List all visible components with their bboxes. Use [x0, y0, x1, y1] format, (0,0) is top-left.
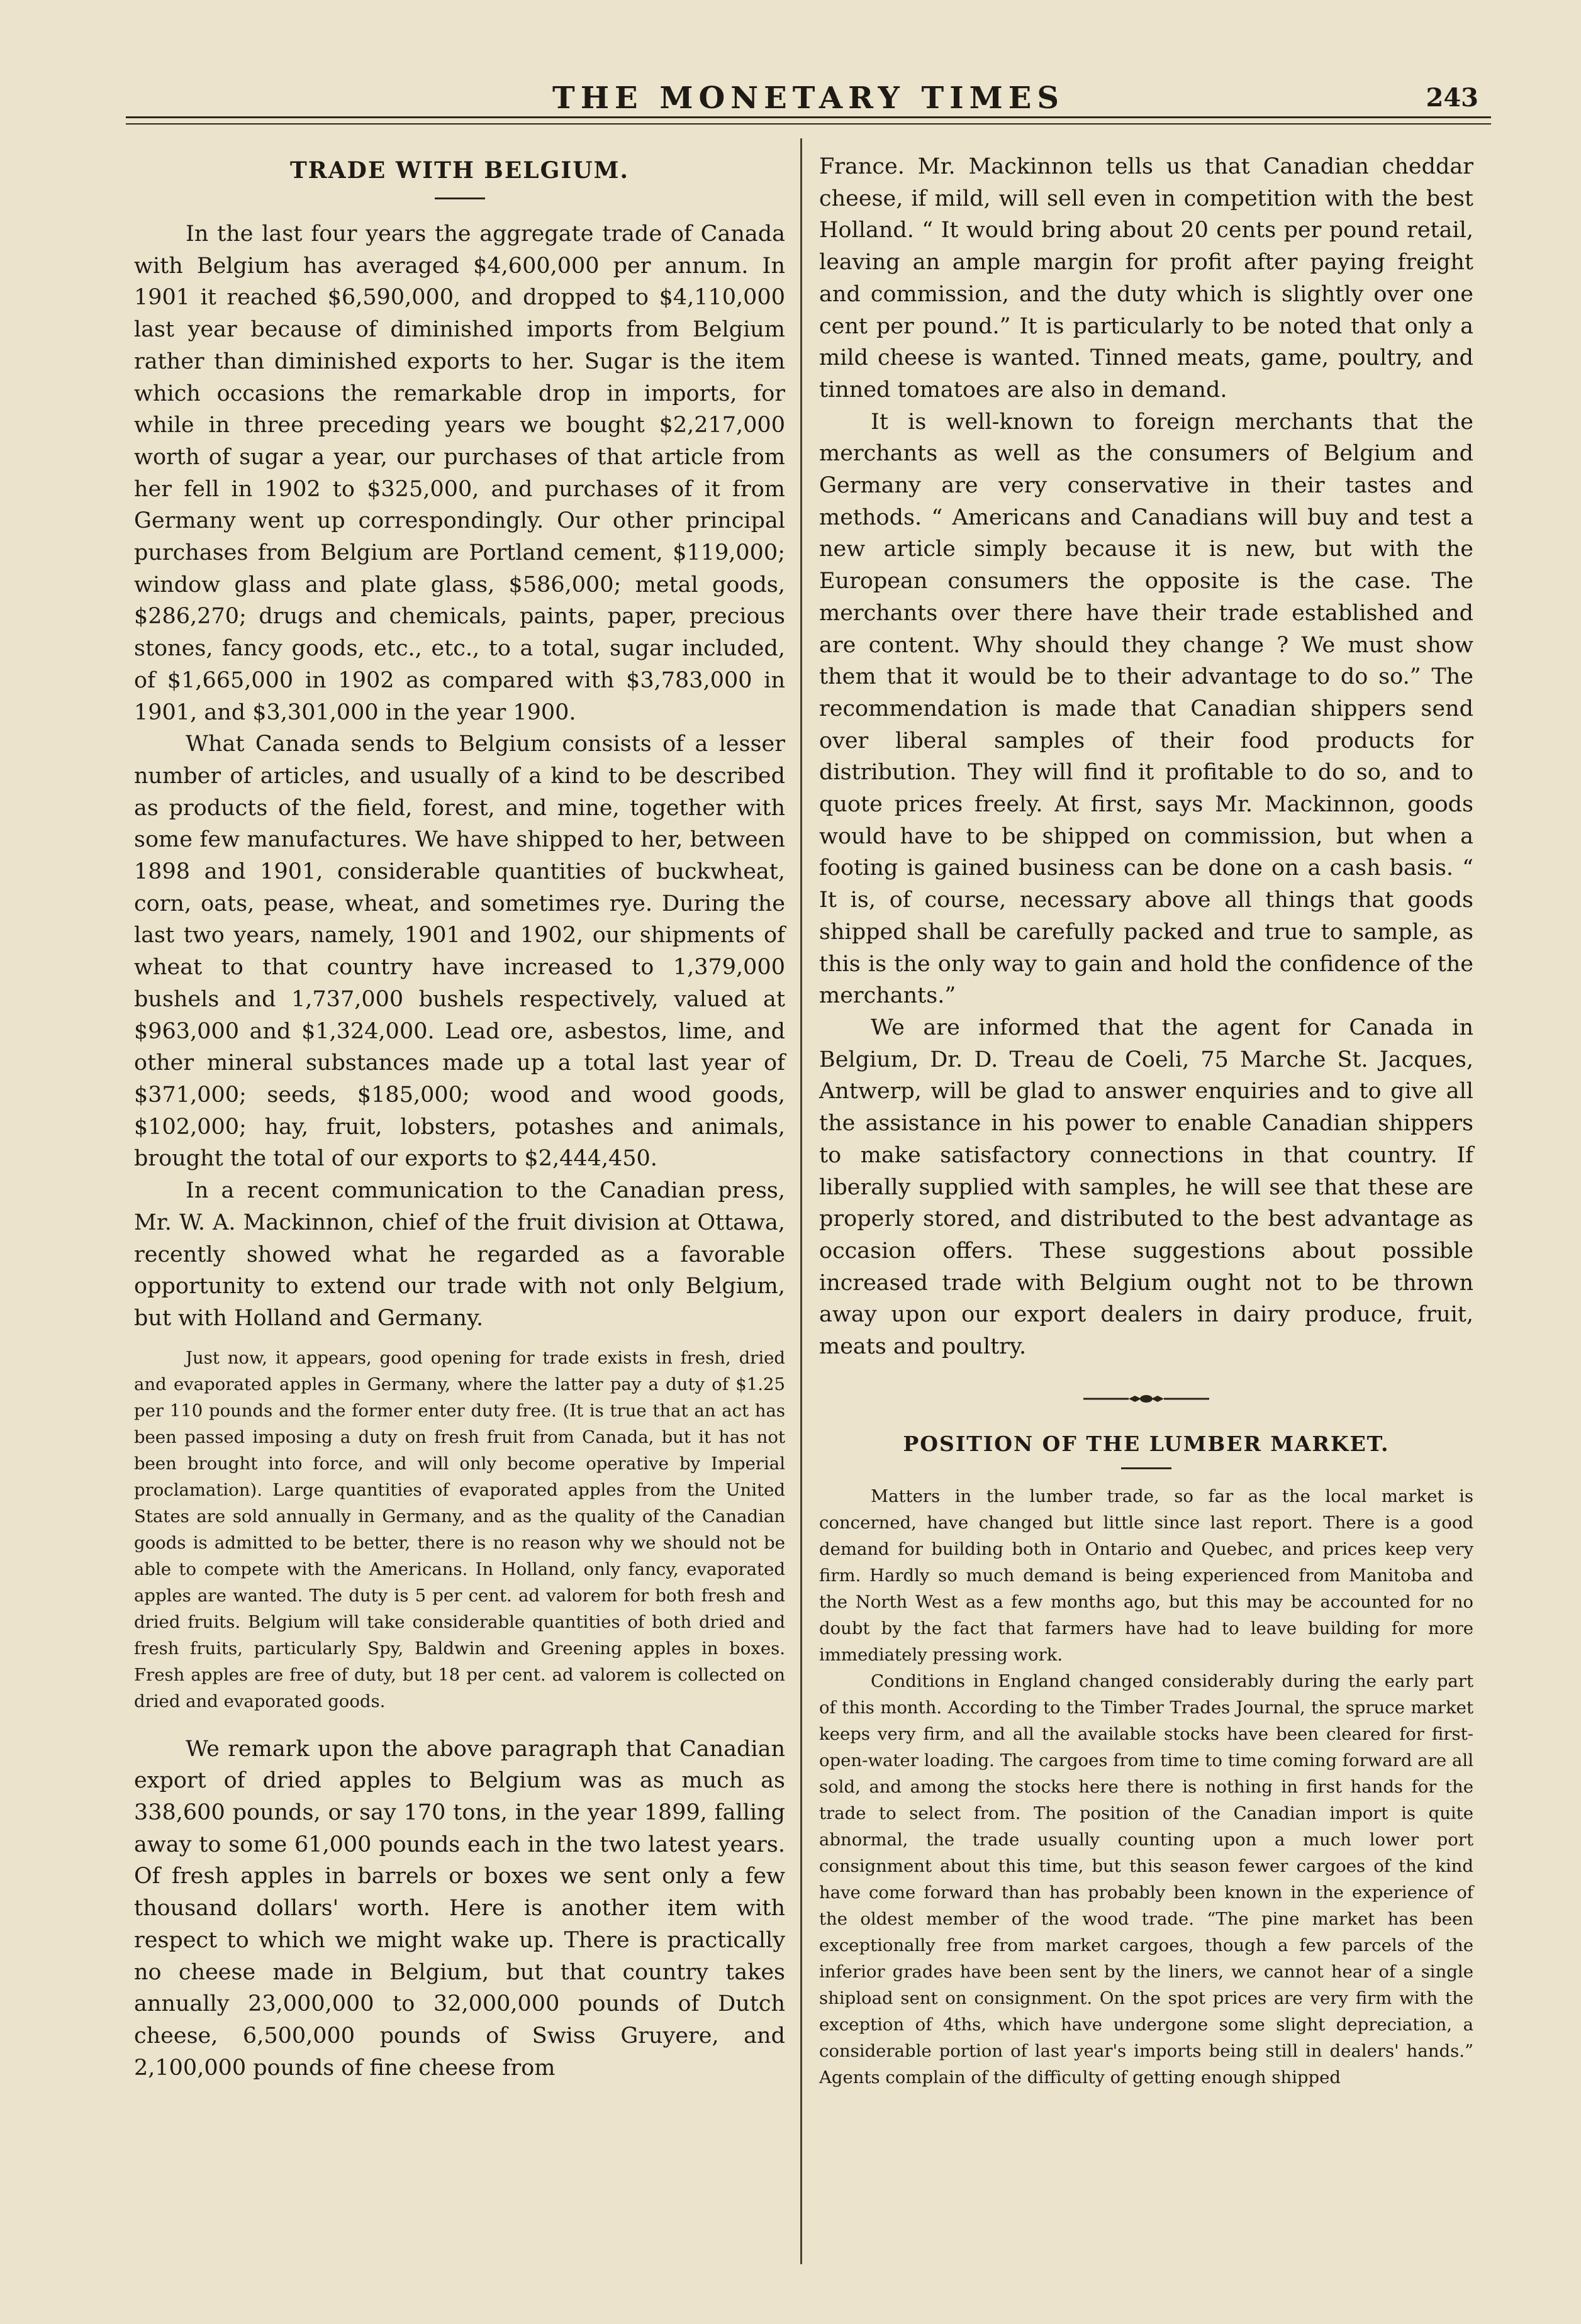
right-column: [819, 151, 1473, 2091]
quote-text: Just now, it appears, good opening for trade exists in fresh, dried and evaporated apples in Germany, where the latter pay a duty of $1.25 per 110 pounds and the former enter duty free. (It is true that an act has been passed imposing a duty on fresh fruit from Canada, but it has not been brought into force, and will only become operative by Imperial proclamation). Large quantities of evaporated apples from the United States are sold annually in Germany, and as the quality of the Canadian goods is admitted to be better, there is no reason why we should not be able to compete with the Americans. In Holland, only fancy, evaporated apples are wanted. The duty is 5 per cent. ad valorem for both fresh and dried fruits. Belgium will take considerable quantities of both dried and fresh fruits, particularly Spy, Baldwin and Greening apples in boxes. Fresh apples are free of duty, but 18 per cent. ad valorem is collected on dried and evaporated goods.: [134, 1347, 785, 1711]
paragraph: It is well-known to foreign merchants that the merchants as well as the consumers of Belgium and Germany are very conservative in their tastes and methods. “ Americans and Canadians will buy and test a new article simply because it is new, but with the European consumers the opposite is the case. The merchants over there have their trade established and are content. Why should they change ? We must show them that it would be to their advantage to do so.” The recommendation is made that Canadian shippers send over liberal samples of their food products for distribution. They will find it profitable to do so, and to quote prices freely. At first, says Mr. Mackinnon, goods would have to be shipped on commission, but when a footing is gained business can be done on a cash basis. “ It is, of course, necessary above all things that goods shipped shall be carefully packed and true to sample, as this is the only way to gain and hold the confidence of the merchants.”: [819, 409, 1473, 1009]
column-divider: [800, 138, 802, 2264]
masthead: [126, 81, 1491, 118]
heading-rule: [1121, 1467, 1171, 1469]
paragraph: Conditions in England changed considerably during the early part of this month. According to the Timber Trades Journal, the spruce market keeps very firm, and all the available stocks have been cleared for first-open-water loading. The cargoes from time to time coming forward are all sold, and among the stocks here there is nothing in first hands for the trade to select from. The position of the Canadian import is quite abnormal, the trade usually counting upon a much lower port consignment about this time, but this season fewer cargoes of the kind have come forward than has probably been known in the experience of the oldest member of the wood trade. “The pine market has been exceptionally free from market cargoes, though a few parcels of the inferior grades have been sent by the liners, we cannot hear of a single shipload sent on consignment. On the spot prices are very firm with the exception of 4ths, which have undergone some slight depreciation, a considerable portion of last year's imports being still in dealers' hands.” Agents complain of the difficulty of getting enough shipped: [819, 1671, 1473, 2088]
paragraph: What Canada sends to Belgium consists of a lesser number of articles, and usually of a kind to be described as products of the field, forest, and mine, together with some few manufactures. We have shipped to her, between 1898 and 1901, considerable quantities of buckwheat, corn, oats, pease, wheat, and sometimes rye. During the last two years, namely, 1901 and 1902, our shipments of wheat to that country have increased to 1,379,000 bushels and 1,737,000 bushels respectively, valued at $963,000 and $1,324,000. Lead ore, asbestos, lime, and other mineral substances made up a total last year of $371,000; seeds, $185,000; wood and wood goods, $102,000; hay, fruit, lobsters, potashes and animals, brought the total of our exports to $2,444,450.: [134, 731, 785, 1172]
paragraph: We remark upon the above paragraph that Canadian export of dried apples to Belgium was as much as 338,600 pounds, or say 170 tons, in the year 1899, falling away to some 61,000 pounds each in the two latest years. Of fresh apples in barrels or boxes we sent only a few thousand dollars' worth. Here is another item with respect to which we might wake up. There is practically no cheese made in Belgium, but that country takes annually 23,000,000 to 32,000,000 pounds of Dutch cheese, 6,500,000 pounds of Swiss Gruyere, and 2,100,000 pounds of fine cheese from: [134, 1736, 785, 2081]
article-heading-trade-with-belgium: TRADE WITH BELGIUM.: [290, 157, 629, 184]
header-rule-top: [126, 116, 1491, 118]
quoted-paragraph: [134, 1345, 785, 1715]
header-rule-bottom: [126, 123, 1491, 125]
paragraph: We are informed that the agent for Canada in Belgium, Dr. D. Treau de Coeli, 75 Marche St. Jacques, Antwerp, will be glad to answer enquiries and to give all the assistance in his power to enable Canadian shippers to make satisfactory connections in that country. If liberally supplied with samples, he will see that these are properly stored, and distributed to the best advantage as occasion offers. These suggestions about possible increased trade with Belgium ought not to be thrown away upon our export dealers in dairy produce, fruit, meats and poultry.: [819, 1015, 1473, 1360]
section-ornament: [819, 1388, 1473, 1410]
left-column: [134, 151, 785, 2084]
paragraph: In the last four years the aggregate trade of Canada with Belgium has averaged $4,600,000 per annum. In 1901 it reached $6,590,000, and dropped to $4,110,000 last year because of diminished imports from Belgium rather than diminished exports to her. Sugar is the item which occasions the remarkable drop in imports, for while in three preceding years we bought $2,217,000 worth of sugar a year, our purchases of that article from her fell in 1902 to $325,000, and purchases of it from Germany went up correspondingly. Our other principal purchases from Belgium are Portland cement, $119,000; window glass and plate glass, $586,000; metal goods, $286,270; drugs and chemicals, paints, paper, precious stones, fancy goods, etc., etc., to a total, sugar included, of $1,665,000 in 1902 as compared with $3,783,000 in 1901, and $3,301,000 in the year 1900.: [134, 221, 785, 725]
article-heading-lumber-market: POSITION OF THE LUMBER MARKET.: [903, 1431, 1390, 1456]
paragraph: In a recent communication to the Canadian press, Mr. W. A. Mackinnon, chief of the fruit division at Ottawa, recently showed what he regarded as a favorable opportunity to extend our trade with not only Belgium, but with Holland and Germany.: [134, 1178, 785, 1331]
ornament-divider-icon: [1083, 1393, 1209, 1405]
publication-title: THE MONETARY TIMES: [552, 81, 1065, 116]
paragraph: Matters in the lumber trade, so far as the local market is concerned, have changed but little since last report. There is a good demand for building both in Ontario and Quebec, and prices keep very firm. Hardly so much demand is being experienced from Manitoba and the North West as a few months ago, but this may be accounted for no doubt by the fact that farmers have had to leave building for more immediately pressing work.: [819, 1486, 1473, 1665]
page-number: 243: [1426, 83, 1478, 113]
paragraph-continued: France. Mr. Mackinnon tells us that Canadian cheddar cheese, if mild, will sell even in competition with the best Holland. “ It would bring about 20 cents per pound retail, leaving an ample margin for profit after paying freight and commission, and the duty which is slightly over one cent per pound.” It is particularly to be noted that only a mild cheese is wanted. Tinned meats, game, poultry, and tinned tomatoes are also in demand.: [819, 154, 1473, 403]
heading-rule: [435, 197, 485, 199]
